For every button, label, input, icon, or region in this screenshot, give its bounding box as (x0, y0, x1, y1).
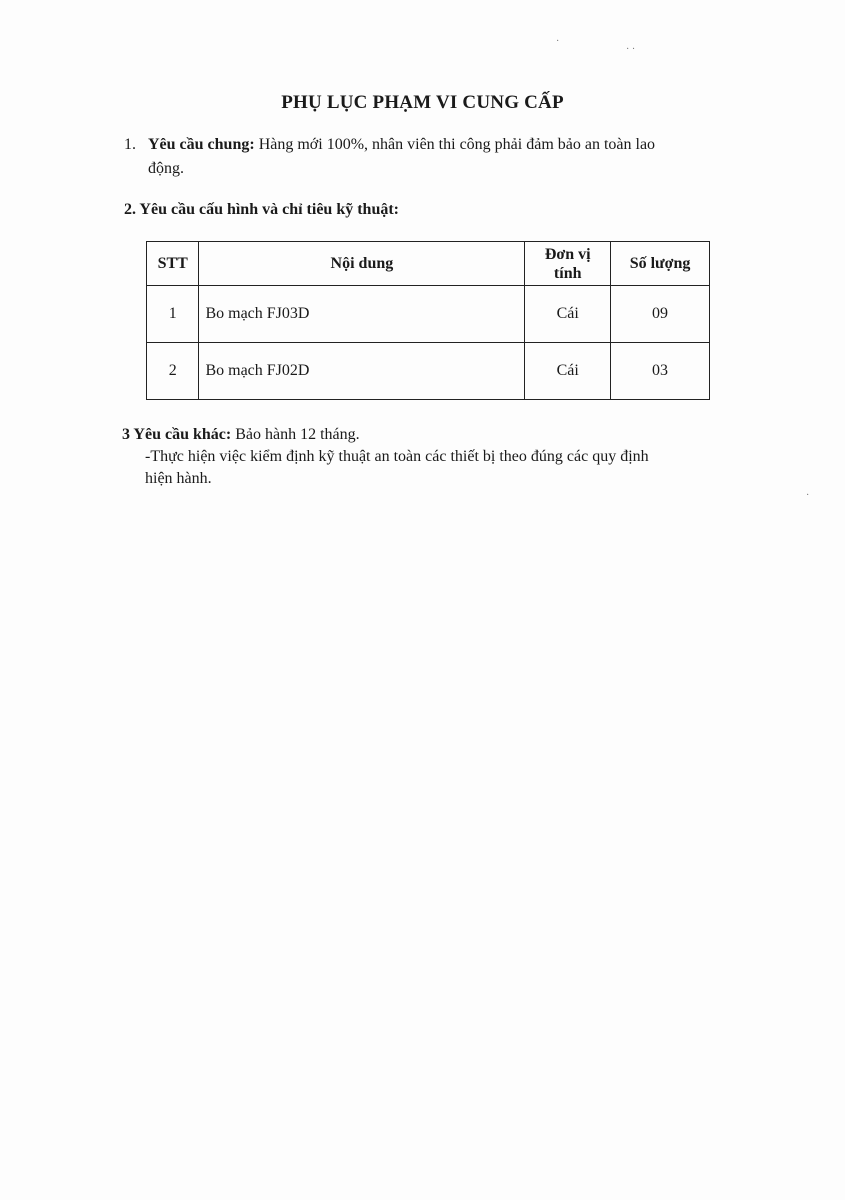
cell-unit: Cái (525, 286, 611, 343)
section1-number: 1. (124, 136, 136, 153)
section1-text: Hàng mới 100%, nhân viên thi công phải đảm bảo an toàn lao (254, 136, 656, 153)
header-unit-line1: Đơn vị (544, 245, 591, 263)
section3-line2: -Thực hiện việc kiểm định kỹ thuật an toàn các thiết bị theo đúng các quy định (145, 448, 649, 465)
cell-content: Bo mạch FJ02D (199, 343, 525, 400)
scan-speck: · (806, 490, 810, 501)
cell-content: Bo mạch FJ03D (199, 286, 525, 343)
cell-unit: Cái (525, 343, 611, 400)
section1-label: Yêu cầu chung: (148, 136, 255, 153)
cell-quantity: 03 (611, 343, 710, 400)
page-title: PHỤ LỤC PHẠM VI CUNG CẤP (281, 92, 564, 113)
cell-stt: 1 (147, 286, 199, 343)
section3-text: Bảo hành 12 tháng. (231, 426, 360, 443)
header-unit (525, 242, 611, 286)
header-stt: STT (147, 242, 199, 286)
table-row (147, 286, 710, 343)
scan-speck: · · (626, 44, 636, 55)
header-unit-line2: tính (553, 264, 582, 282)
table-row (147, 343, 710, 400)
section1-continuation: động. (148, 160, 184, 177)
section1-line1 (124, 133, 754, 157)
section-general-requirements (124, 133, 754, 181)
section3-line3: hiện hành. (145, 470, 212, 487)
table-header-row (147, 242, 710, 286)
header-content: Nội dung (199, 242, 525, 286)
section2-heading: 2. Yêu cầu cấu hình và chỉ tiêu kỹ thuật: (124, 201, 399, 218)
section3-label: 3 Yêu cầu khác: (122, 426, 232, 443)
spec-table (146, 241, 710, 400)
cell-stt: 2 (147, 343, 199, 400)
header-quantity: Số lượng (611, 242, 710, 286)
section-other-requirements (122, 424, 762, 490)
cell-quantity: 09 (611, 286, 710, 343)
scan-speck: · (556, 36, 560, 47)
section3-line1 (122, 424, 762, 446)
